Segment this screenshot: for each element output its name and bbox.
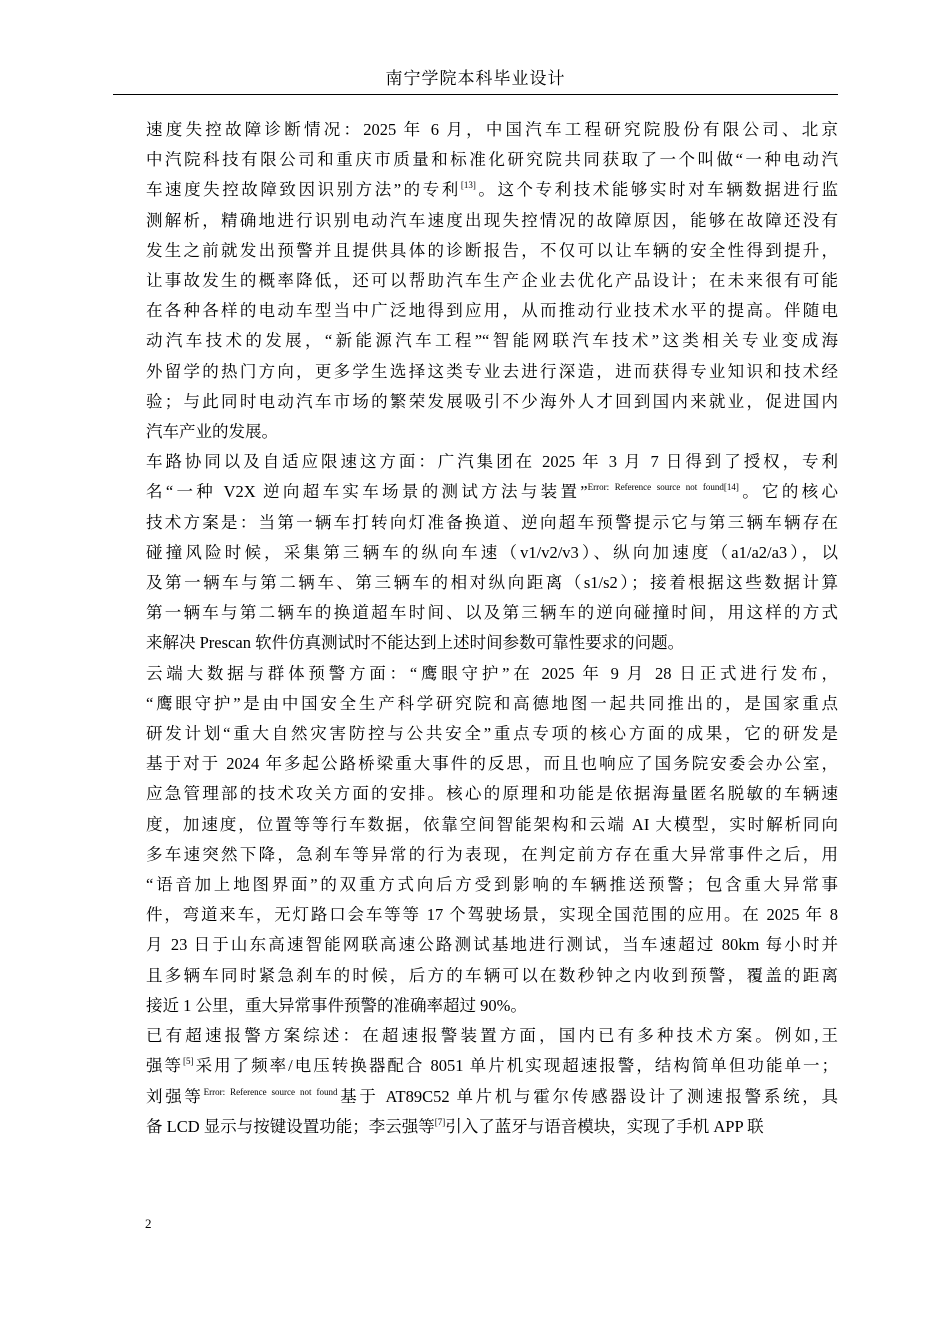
text-segment: 。它的核心	[738, 482, 838, 502]
text-line: 汽车产业的发展。	[146, 422, 278, 442]
citation-superscript[interactable]: [13]	[460, 180, 476, 191]
text-segment: 采用了频率/电压转换器配合 8051 单片机实现超速报警，结构简单但功能单一；	[193, 1056, 839, 1076]
text-segment: 名“一种 V2X 逆向超车实车场景的测试方法与装置”	[146, 482, 588, 502]
citation-superscript[interactable]: [7]	[434, 1116, 446, 1127]
text-line: 车路协同以及自适应限速这方面：广汽集团在 2025 年 3 月 7 日得到了授权，专利	[146, 452, 838, 472]
text-line: 技术方案是：当第一辆车打转向灯准备换道、逆向超车预警提示它与第三辆车辆存在	[146, 512, 838, 532]
text-line	[113, 1051, 838, 1081]
text-segment: 刘强等	[146, 1086, 204, 1106]
text-line: 在各种各样的电动车型当中广泛地得到应用，从而推动行业技术水平的提高。伴随电	[146, 301, 838, 321]
paragraph	[113, 115, 838, 447]
document-body	[113, 115, 838, 1142]
page-header: 南宁学院本科毕业设计	[385, 69, 566, 88]
text-line: 第一辆车与第二辆车的换道超车时间、以及第三辆车的逆向碰撞时间，用这样的方式	[146, 603, 838, 623]
header-rule	[113, 94, 838, 95]
text-line: 验；与此同时电动汽车市场的繁荣发展吸引不少海外人才回到国内来就业，促进国内	[146, 391, 838, 411]
paragraph	[113, 447, 838, 658]
text-line: 应急管理部的技术攻关方面的安排。核心的原理和功能是依据海量匿名脱敏的车辆速	[146, 784, 838, 804]
citation-superscript[interactable]: [5]	[183, 1056, 194, 1067]
text-segment: 引入了蓝牙与语音模块，实现了手机 APP 联	[445, 1116, 764, 1136]
text-line: 测解析，精确地进行识别电动汽车速度出现失控情况的故障原因，能够在故障还没有	[146, 210, 838, 230]
text-line	[113, 477, 838, 507]
text-segment: 。这个专利技术能够实时对车辆数据进行监	[475, 180, 839, 200]
text-line: 度，加速度，位置等等行车数据，依靠空间智能架构和云端 AI 大模型，实时解析同向	[146, 814, 838, 834]
text-segment: 备 LCD 显示与按键设置功能；李云强等	[146, 1116, 435, 1136]
text-line: 碰撞风险时候，采集第三辆车的纵向车速（v1/v2/v3）、纵向加速度（a1/a2/a3），以	[146, 542, 838, 562]
text-line: 件，弯道来车，无灯路口会车等等 17 个驾驶场景，实现全国范围的应用。在 2025 年 8	[146, 905, 839, 925]
text-segment: 强等	[146, 1056, 184, 1076]
text-line	[113, 1112, 838, 1142]
text-line: 速度失控故障诊断情况：2025 年 6 月，中国汽车工程研究院股份有限公司、北京	[146, 120, 838, 139]
text-line: 研发计划“重大自然灾害防控与公共安全”重点专项的核心方面的成果，它的研发是	[146, 724, 838, 744]
text-line: 来解决 Prescan 软件仿真测试时不能达到上述时间参数可靠性要求的问题。	[146, 633, 685, 653]
page-number: 2	[145, 1216, 152, 1231]
text-line: 且多辆车同时紧急刹车的时候，后方的车辆可以在数秒钟之内收到预警，覆盖的距离	[146, 965, 838, 985]
text-segment: 车速度失控故障致因识别方法”的专利	[146, 180, 461, 200]
text-line	[113, 1082, 838, 1112]
text-line: 及第一辆车与第二辆车、第三辆车的相对纵向距离（s1/s2）；接着根据这些数据计算	[146, 573, 838, 593]
text-line: 已有超速报警方案综述：在超速报警装置方面，国内已有多种技术方案。例如,王	[146, 1026, 838, 1046]
paragraph	[113, 659, 838, 1021]
text-line: 接近 1 公里，重大异常事件预警的准确率超过 90%。	[146, 995, 527, 1015]
text-line: 基于对于 2024 年多起公路桥梁重大事件的反思，而且也响应了国务院安委会办公室，	[146, 754, 838, 774]
text-line: 发生之前就发出预警并且提供具体的诊断报告，不仅可以让车辆的安全性得到提升，	[146, 240, 838, 260]
text-line: 云端大数据与群体预警方面：“鹰眼守护”在 2025 年 9 月 28 日正式进行发布，	[146, 663, 838, 683]
text-line: 外留学的热门方向，更多学生选择这类专业去进行深造，进而获得专业知识和技术经	[146, 361, 838, 381]
text-segment: 基于 AT89C52 单片机与霍尔传感器设计了测速报警系统，具	[337, 1086, 839, 1106]
reference-error-field[interactable]: Error: Reference source not found[14]	[587, 482, 739, 493]
text-line: 月 23 日于山东高速智能网联高速公路测试基地进行测试，当车速超过 80km 每小时并	[146, 935, 838, 955]
text-line: 多车速突然下降，急刹车等异常的行为表现，在判定前方存在重大异常事件之后，用	[146, 844, 838, 864]
text-line: “语音加上地图界面”的双重方式向后方受到影响的车辆推送预警；包含重大异常事	[146, 875, 838, 895]
reference-error-field[interactable]: Error: Reference source not found	[203, 1086, 338, 1097]
text-line	[113, 175, 838, 205]
text-line: “鹰眼守护”是由中国安全生产科学研究院和高德地图一起共同推出的，是国家重点	[146, 693, 838, 713]
text-line: 中汽院科技有限公司和重庆市质量和标准化研究院共同获取了一个叫做“一种电动汽	[146, 150, 838, 170]
paragraph	[113, 1021, 838, 1142]
text-line: 动汽车技术的发展，“新能源汽车工程”“智能网联汽车技术”这类相关专业变成海	[146, 331, 838, 351]
text-line: 让事故发生的概率降低，还可以帮助汽车生产企业去优化产品设计；在未来很有可能	[146, 271, 838, 291]
